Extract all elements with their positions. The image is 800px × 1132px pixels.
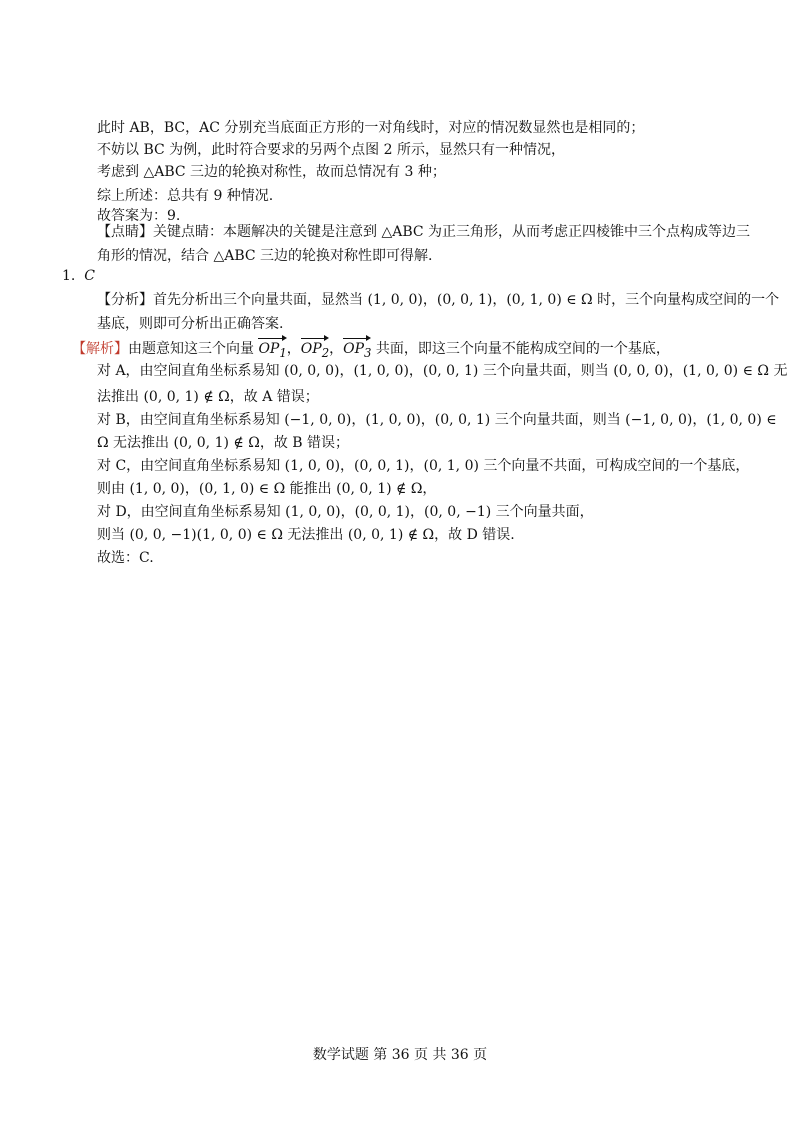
analysis-line: 【分析】首先分析出三个向量共面，显然当 (1, 0, 0)，(0, 0, 1)，(0, 1, 0) ∈ Ω 时，三个向量构成空间的一个 xyxy=(97,292,780,308)
vector-op2: $OP_2$ xyxy=(301,336,329,363)
solution-tag: 【解析】 xyxy=(72,341,128,357)
solution-line: 则当 (0, 0, −1)(1, 0, 0) ∈ Ω 无法推出 (0, 0, 1) ∉ Ω，故 D 错误. xyxy=(97,527,515,543)
text-line: 考虑到 △ABC 三边的轮换对称性，故而总情况有 3 种； xyxy=(97,164,446,180)
solution-line: 法推出 (0, 0, 1) ∉ Ω，故 A 错误； xyxy=(97,389,319,405)
solution-line: Ω 无法推出 (0, 0, 1) ∉ Ω，故 B 错误； xyxy=(97,435,350,451)
page-footer: 数学试题 第 36 页 共 36 页 xyxy=(312,1047,488,1063)
question-answer: C xyxy=(84,268,95,284)
key-point-line: 角形的情况，结合 △ABC 三边的轮换对称性即可得解. xyxy=(97,248,433,264)
text-line: 此时 AB，BC，AC 分别充当底面正方形的一对角线时，对应的情况数显然也是相同的； xyxy=(97,120,645,136)
solution-line: 对 B，由空间直角坐标系易知 (−1, 0, 0)，(1, 0, 0)，(0, 0, 1) 三个向量共面，则当 (−1, 0, 0)，(1, 0, 0) ∈ xyxy=(97,412,777,428)
analysis-line: 基底，则即可分析出正确答案. xyxy=(97,316,284,332)
solution-intro: 【解析】由题意知这三个向量 $OP_1$，$OP_2$，$OP_3$ 共面，即这三个向量不能构成空间的一个基底， xyxy=(72,336,670,358)
solution-line: 对 D，由空间直角坐标系易知 (1, 0, 0)，(0, 0, 1)，(0, 0, −1) 三个向量共面， xyxy=(97,504,594,520)
vector-op3: $OP_3$ xyxy=(343,336,371,363)
question-number: 1. C xyxy=(62,268,95,284)
solution-line: 对 A，由空间直角坐标系易知 (0, 0, 0)，(1, 0, 0)，(0, 0, 1) 三个向量共面，则当 (0, 0, 0)，(1, 0, 0) ∈ Ω 无 xyxy=(97,363,788,379)
text-line: 不妨以 BC 为例，此时符合要求的另两个点图 2 所示，显然只有一种情况， xyxy=(97,142,565,158)
text-line: 综上所述：总共有 9 种情况. xyxy=(97,188,274,204)
vector-op1: $OP_1$ xyxy=(258,336,286,363)
solution-conclusion: 故选：C. xyxy=(97,550,154,566)
solution-line: 则由 (1, 0, 0)，(0, 1, 0) ∈ Ω 能推出 (0, 0, 1) ∉ Ω， xyxy=(97,481,437,497)
solution-line: 对 C，由空间直角坐标系易知 (1, 0, 0)，(0, 0, 1)，(0, 1, 0) 三个向量不共面，可构成空间的一个基底， xyxy=(97,458,750,474)
text-line: 故答案为：9. xyxy=(97,208,181,224)
key-point-line: 【点睛】关键点睛：本题解决的关键是注意到 △ABC 为正三角形，从而考虑正四棱锥中三个点构成等边三 xyxy=(97,224,751,240)
